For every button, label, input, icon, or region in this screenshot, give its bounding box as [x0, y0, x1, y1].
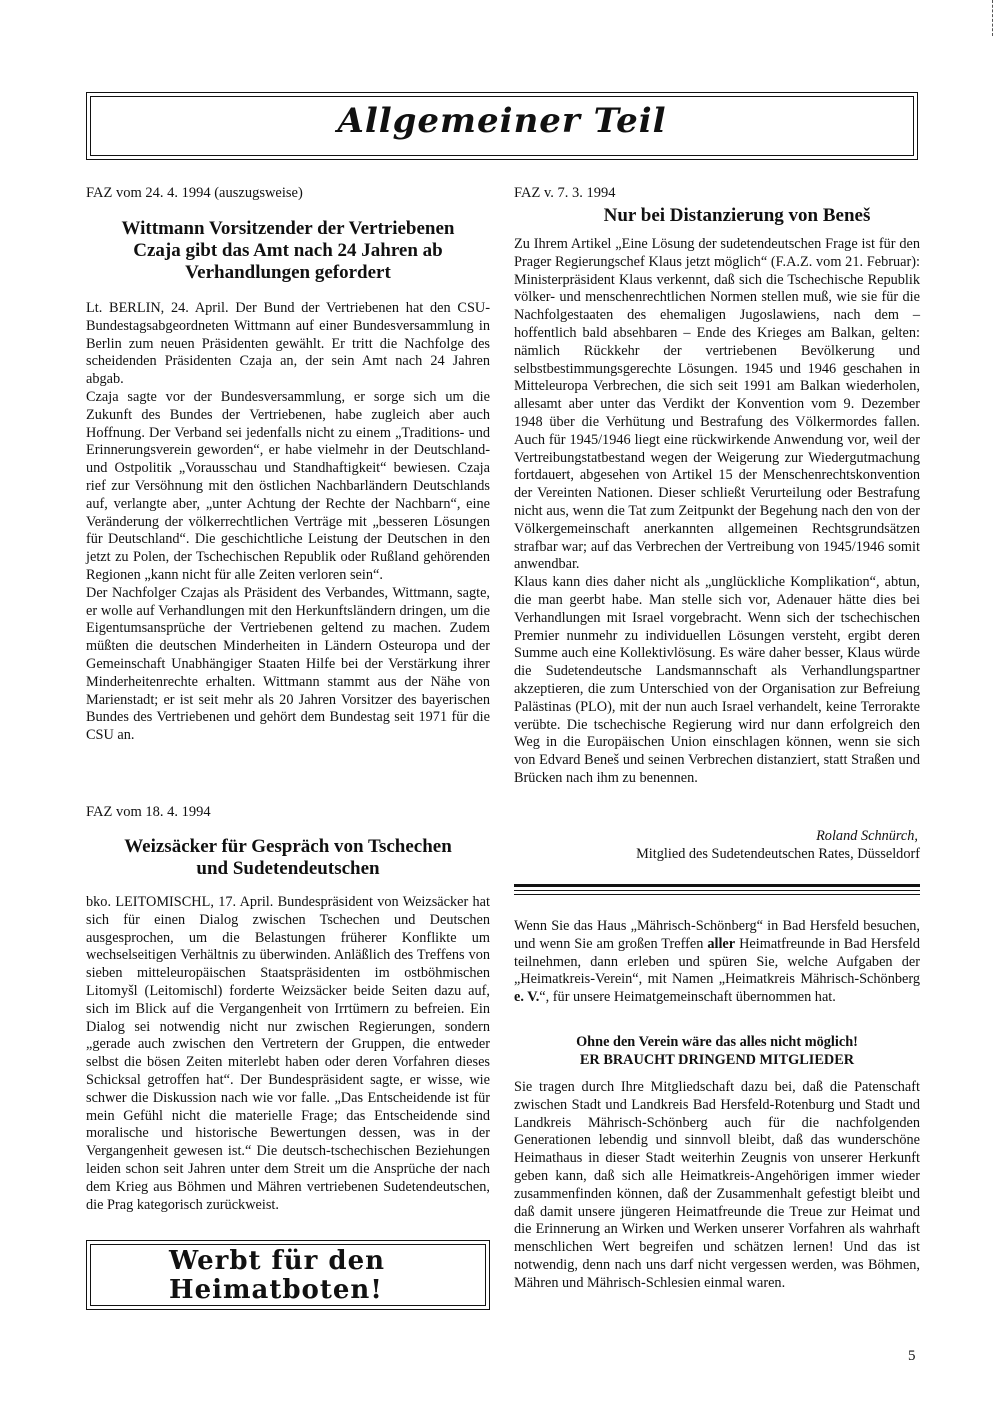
article1-headline-line1: Wittmann Vorsitzender der Vertriebenen	[121, 218, 455, 239]
article3-paragraph: Zu Ihrem Artikel „Eine Lösung der sudetendeutschen Frage ist für den Prager Regierungschef Klaus jetzt möglich“ (F.A.Z. vom 21. Februar): Ministerpräsident Klaus verkennt, daß sich die Tschechische Republik völker- und menschenrechtlichen Normen stellen muß, wie sie für die Nachfolgestaaten des ehemaligen Jugoslawiens, nach dem – hoffentlich bald absehbaren – Ende des Krieges am Balkan, gelten: nämlich Rückkehr der vertriebenen Bevölkerung und selbstbestimmungsgerechte Lösungen. 1945 und 1946 geschahen in Mitteleuropa Verbrechen, die sich seit 1991 am Balkan wiederholen, allesamt aber unter das Verdikt der Konvention vom 9. Dezember 1948 über die Verhütung und Bestrafung des Völkermordes fallen. Auch für 1945/1946 liegt eine rückwirkende Anwendung vor, weil der Vertreibungstatbestand wegen der Weigerung zur Wiedergutmachung fortdauert, abgesehen von Artikel 15 der Menschenrechtskonvention der Vereinten Nationen. Dieser schließt Verurteilung oder Bestrafung nicht aus, wenn die Tat zum Zeitpunkt der Begehung nach den von der Völkergemeinschaft anerkannten allgemeinen Rechtsgrundsätzen strafbar war; auf das Verbrechen der Vertreibung von 1945/1946 somit anwendbar.	[514, 236, 920, 573]
article4-intro-ev: e. V.	[514, 989, 540, 1006]
article1-headline-line3: Verhandlungen gefordert	[185, 262, 391, 283]
article1-headline	[86, 218, 490, 284]
article3-author-role: Mitglied des Sudetendeutschen Rates, Düsseldorf	[636, 846, 920, 862]
divider-rule	[514, 884, 920, 887]
promo-line1: Werbt für den	[169, 1246, 386, 1276]
article4-appeal2: ER BRAUCHT DRINGEND MITGLIEDER	[579, 1052, 855, 1068]
article4-intro-c: “, für unsere Heimatgemeinschaft übernommen hat.	[539, 989, 836, 1006]
article2-body	[86, 894, 490, 1214]
section-header-box	[86, 92, 918, 160]
article2-headline	[86, 836, 490, 880]
article3-source: FAZ v. 7. 3. 1994	[514, 185, 616, 201]
article1-body	[86, 300, 490, 745]
article3-body	[514, 236, 920, 788]
section-title: Allgemeiner Teil	[337, 101, 667, 141]
page-number: 5	[908, 1348, 916, 1364]
article3-headline: Nur bei Distanzierung von Beneš	[603, 205, 871, 226]
article2-headline-line2: und Sudetendeutschen	[196, 858, 380, 879]
article4-appeal1: Ohne den Verein wäre das alles nicht möglich!	[576, 1034, 858, 1050]
article3-author-name: Roland Schnürch,	[816, 828, 918, 844]
article4-body: Sie tragen durch Ihre Mitgliedschaft dazu bei, daß die Patenschaft zwischen Stadt und Landkreis Bad Hersfeld-Rotenburg und Stadt und Landkreis Mährisch-Schönberg auch für die nachfolgenden Generationen lebendig und sinnvoll bleibt, daß das wunderschöne Heimathaus in dieser Stadt weiterhin Zeugnis von unserer Herkunft geben kann, daß sich alle Heimatkreis-Angehörigen immer wieder zusammenfinden können, daß der Zusammenhalt gefestigt bleibt und daß damit unsere jüngeren Heimatfreunde die Treue zur Heimat und die Erinnerung an Wirken und Werken unserer Vorfahren als wahrhaft menschlichen Wert begreifen und schätzen lernen! Und das ist notwendig, denn nach uns darf nicht vergessen werden, was Böhmen, Mähren und Mährisch-Schlesien einmal waren.	[514, 1079, 920, 1291]
article4-intro-b: Heimatfreunde in Bad Hersfeld teilnehmen, dann erleben und spüren Sie, welche Aufgaben der „Heimatkreis-Verein“, mit Namen „Heimatkreis Mährisch-Schönberg	[514, 935, 920, 988]
divider-rule	[514, 890, 920, 891]
divider-rule	[514, 894, 920, 895]
article2-source: FAZ vom 18. 4. 1994	[86, 804, 211, 820]
article3-paragraph: Klaus kann dies daher nicht als „unglückliche Komplikation“, abtun, die man geerbt habe. Man stelle sich vor, Adenauer hätte dies bei Verhandlungen mit Israel vorgebracht. Wenn sich der tschechischen Premier nunmehr zu individuellen Lösungen versteht, ergibt deren Summe auch eine Kollektivlösung. Es wäre daher besser, Klaus würde die Sudetendeutsche Landsmannschaft als Verhandlungspartner akzeptieren, die zum Unterschied von der Organisation zur Befreiung Palästinas (PLO), mit der nun auch Israel verhandelt, keine Terrorakte verübte. Die tschechische Regierung wird nur dann erfolgreich den Weg in die Europäischen Union einschlagen können, wenn sie sich von Edvard Beneš und seinen Verbrechen distanziert, statt Straßen und Brücken nach ihm zu benennen.	[514, 574, 920, 786]
promo-text	[169, 1247, 385, 1305]
article1-paragraph: Der Nachfolger Czajas als Präsident des Verbandes, Wittmann, sagte, er wolle auf Verhandlungen mit den Herkunftsländern dringen, um die Eigentumsansprüche der Vertriebenen geltend zu machen. Zudem müßten die deutschen Minderheiten in Ländern Osteuropa und der Gemeinschaft Unabhängiger Staaten Hilfe bei der Verstärkung ihrer Minderheitenrechte erhalten. Wittmann stammt aus der Nähe von Marienstadt; er ist seit mehr als 20 Jahren Vorsitzer des bayerischen Bundes des Vertriebenen und gehört dem Bundestag seit 1971 für die CSU an.	[86, 584, 490, 744]
article1-source: FAZ vom 24. 4. 1994 (auszugsweise)	[86, 185, 303, 201]
article2-headline-line1: Weizsäcker für Gespräch von Tschechen	[124, 836, 452, 857]
article4-intro-bold: aller	[707, 935, 736, 952]
article1-headline-line2: Czaja gibt das Amt nach 24 Jahren ab	[133, 240, 443, 261]
crop-mark	[992, 0, 994, 36]
article1-paragraph: Czaja sagte vor der Bundesversammlung, er sorge sich um die Zukunft des Bundes der Vertriebenen, habe zugleich aber auch Hoffnung. Der Verband sei jedenfalls nicht zu einem „Traditions- und Erinnerungsverein geworden“, er habe vielmehr in der Deutschland- und Ostpolitik „Vorausschau und Standhaftigkeit“ bewiesen. Czaja rief zur Versöhnung mit den östlichen Nachbarländern Deutschlands auf, verlangte aber, „unter Achtung der Rechte der Nachbarn“, eine Veränderung der völkerrechtlichen Verträge mit „besseren Lösungen für Deutschland“. Die geschichtliche Leistung der Deutschen in den jetzt zu Polen, der Tschechischen Republik oder Rußland gehörenden Regionen „kann nicht für alle Zeiten verloren sein“.	[86, 388, 490, 583]
promo-box	[86, 1240, 490, 1310]
promo-line2: Heimatboten!	[169, 1275, 383, 1305]
article4-intro	[514, 918, 920, 1007]
article1-paragraph: Lt. BERLIN, 24. April. Der Bund der Vertriebenen hat den CSU-Bundestagsabgeordneten Wittmann auf einer Bundesversammlung in Berlin zum neuen Präsidenten gewählt. Er tritt die Nachfolge des scheidenden Präsidenten Czaja an, der sein Amt nach 24 Jahren abgab.	[86, 300, 490, 388]
article2-paragraph: bko. LEITOMISCHL, 17. April. Bundespräsident von Weizsäcker hat sich für einen Dialog zwischen Tschechen und Deutschen ausgesprochen, um die Belastungen früherer Konflikte um wechselseitigen Verhältnis zu überwinden. Anläßlich des Treffens von sieben mitteleuropäischen Staatspräsidenten im ostböhmischen Litomyšl (Leitomischl) forderte Weizsäcker beide Seiten dazu auf, sich im Blick auf die Vergangenheit von Irrtümern zu befreien. Ein Dialog sei notwendig nicht nur zwischen Regierungen, sondern „gerade auch zwischen den Vertretern der Gruppen, die entweder selbst die bösen Zeiten miterlebt haben oder deren Vorfahren dieses Schicksal getroffen hat“. Der Bundespräsident sagte, er wisse, wie schwer die Diskussion nach wie vor falle. „Das Entscheidende ist für mein Gefühl nicht die materielle Frage; das Entscheidende sind moralische und historische Bewertungen dessen, was in der Vergangenheit gewesen ist.“ Die deutsch-tschechischen Beziehungen leiden schon seit Jahren unter dem Streit um die Ansprüche der nach dem Krieg aus Böhmen und Mähren vertriebenen Sudetendeutschen, die Prag kategorisch zurückweist.	[86, 894, 490, 1213]
article3-headline-wrap	[514, 205, 920, 227]
article4-intro-a: Wenn Sie das Haus „Mährisch-Schönberg“ in Bad Hersfeld besuchen, und wenn Sie am großen Treffen	[514, 918, 920, 952]
